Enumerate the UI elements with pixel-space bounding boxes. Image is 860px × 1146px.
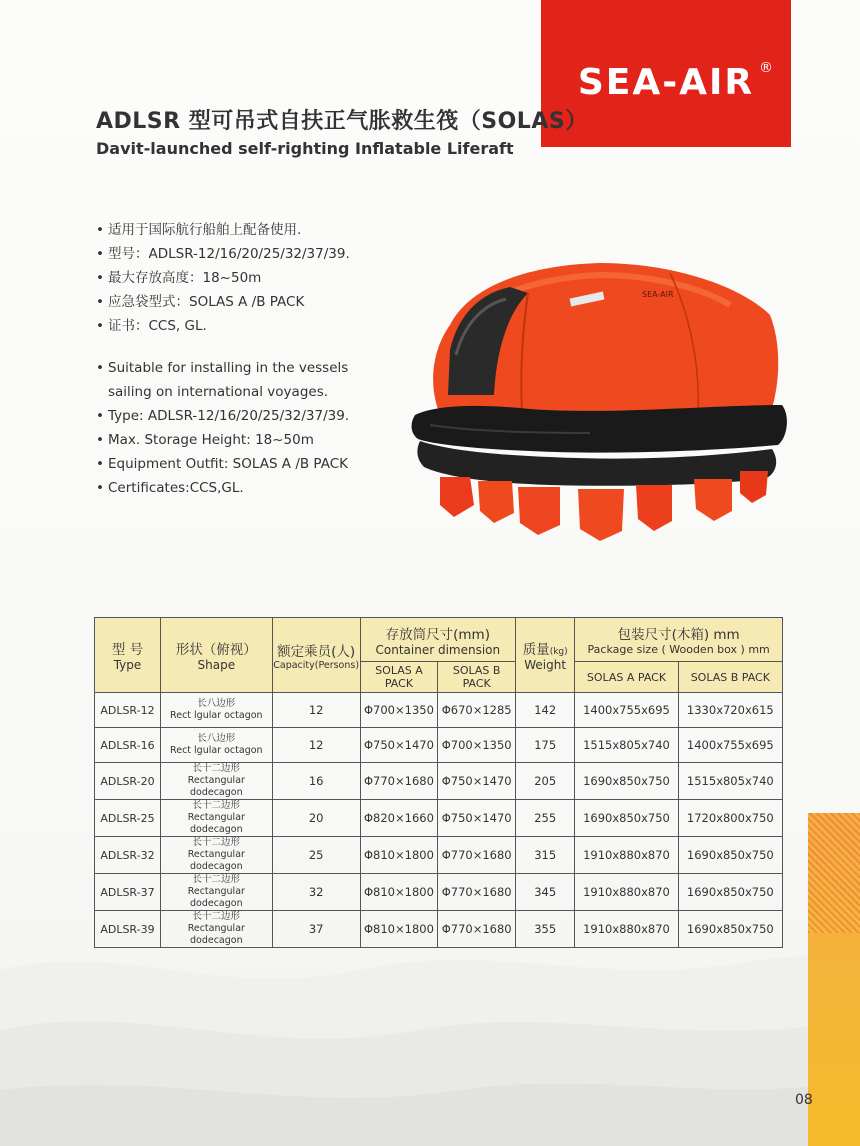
brand-name: SEA-AIR xyxy=(577,62,755,103)
cell-package-a: 1515x805x740 xyxy=(575,728,678,763)
feature-text: 最大存放高度：18~50m xyxy=(108,270,262,286)
cell-weight: 142 xyxy=(516,693,575,728)
decorative-texture xyxy=(808,813,860,933)
cell-container-a: Φ700×1350 xyxy=(360,693,438,728)
cell-container-a: Φ770×1680 xyxy=(360,763,438,800)
table-row xyxy=(95,728,783,763)
feature-item-continued xyxy=(96,380,349,404)
header-shape: 形状（俯视） Shape xyxy=(160,618,272,693)
feature-item xyxy=(96,452,349,476)
features-list-cn xyxy=(96,218,350,338)
cell-shape: 长十二边形 Rectangular dodecagon xyxy=(160,763,272,800)
feature-text: Certificates:CCS,GL. xyxy=(108,480,244,496)
cell-package-b: 1690x850x750 xyxy=(678,874,782,911)
cell-container-b: Φ770×1680 xyxy=(438,874,516,911)
bullet-icon: • xyxy=(96,432,104,448)
cell-container-a: Φ820×1660 xyxy=(360,800,438,837)
feature-item xyxy=(96,242,350,266)
cell-container-a: Φ810×1800 xyxy=(360,911,438,948)
cell-package-b: 1690x850x750 xyxy=(678,911,782,948)
cell-package-a: 1690x850x750 xyxy=(575,800,678,837)
raft-label: SEA-AIR xyxy=(642,290,674,299)
cell-package-b: 1515x805x740 xyxy=(678,763,782,800)
table-row xyxy=(95,874,783,911)
bullet-icon: • xyxy=(96,222,104,238)
cell-capacity: 37 xyxy=(272,911,360,948)
bullet-icon: • xyxy=(96,360,104,376)
feature-text: 应急袋型式：SOLAS A /B PACK xyxy=(108,294,305,310)
feature-text: 型号：ADLSR-12/16/20/25/32/37/39. xyxy=(108,246,350,262)
cell-capacity: 12 xyxy=(272,693,360,728)
cell-package-b: 1330x720x615 xyxy=(678,693,782,728)
feature-item xyxy=(96,404,349,428)
table-row xyxy=(95,693,783,728)
bullet-icon: • xyxy=(96,480,104,496)
cell-package-a: 1910x880x870 xyxy=(575,837,678,874)
bullet-icon: • xyxy=(96,318,104,334)
cell-weight: 255 xyxy=(516,800,575,837)
cell-container-b: Φ770×1680 xyxy=(438,837,516,874)
header-container-solas-b: SOLAS B PACK xyxy=(438,662,516,693)
cell-shape: 长八边形 Rect lgular octagon xyxy=(160,693,272,728)
bullet-icon: • xyxy=(96,294,104,310)
cell-capacity: 16 xyxy=(272,763,360,800)
cell-shape: 长八边形 Rect lgular octagon xyxy=(160,728,272,763)
cell-model: ADLSR-16 xyxy=(95,728,161,763)
cell-container-b: Φ750×1470 xyxy=(438,763,516,800)
cell-package-a: 1910x880x870 xyxy=(575,911,678,948)
header-package-solas-b: SOLAS B PACK xyxy=(678,662,782,693)
cell-package-a: 1910x880x870 xyxy=(575,874,678,911)
feature-text: Max. Storage Height: 18~50m xyxy=(108,432,314,448)
cell-weight: 315 xyxy=(516,837,575,874)
cell-package-a: 1400x755x695 xyxy=(575,693,678,728)
cell-package-b: 1690x850x750 xyxy=(678,837,782,874)
bullet-icon: • xyxy=(96,408,104,424)
cell-container-b: Φ700×1350 xyxy=(438,728,516,763)
cell-capacity: 20 xyxy=(272,800,360,837)
cell-model: ADLSR-12 xyxy=(95,693,161,728)
header-weight: 质量(kg) Weight xyxy=(516,618,575,693)
feature-text: 适用于国际航行船舶上配备使用. xyxy=(108,222,302,238)
cell-container-a: Φ810×1800 xyxy=(360,837,438,874)
liferaft-image xyxy=(410,255,790,545)
cell-weight: 175 xyxy=(516,728,575,763)
cell-shape: 长十二边形 Rectangular dodecagon xyxy=(160,911,272,948)
table-row xyxy=(95,837,783,874)
feature-text: Suitable for installing in the vessels xyxy=(108,360,349,376)
cell-shape: 长十二边形 Rectangular dodecagon xyxy=(160,800,272,837)
feature-text: sailing on international voyages. xyxy=(108,384,329,400)
cell-package-b: 1400x755x695 xyxy=(678,728,782,763)
bullet-icon: • xyxy=(96,246,104,262)
table-row xyxy=(95,800,783,837)
table-row xyxy=(95,911,783,948)
feature-item xyxy=(96,476,349,500)
cell-model: ADLSR-39 xyxy=(95,911,161,948)
cell-capacity: 12 xyxy=(272,728,360,763)
feature-item xyxy=(96,290,350,314)
cell-shape: 长十二边形 Rectangular dodecagon xyxy=(160,874,272,911)
header-package-solas-a: SOLAS A PACK xyxy=(575,662,678,693)
cell-capacity: 25 xyxy=(272,837,360,874)
header-capacity: 额定乘员(人) Capacity(Persons) xyxy=(272,618,360,693)
bullet-icon: • xyxy=(96,456,104,472)
cell-container-b: Φ770×1680 xyxy=(438,911,516,948)
cell-weight: 205 xyxy=(516,763,575,800)
cell-package-b: 1720x800x750 xyxy=(678,800,782,837)
cell-model: ADLSR-32 xyxy=(95,837,161,874)
header-container-solas-a: SOLAS A PACK xyxy=(360,662,438,693)
table-row xyxy=(95,763,783,800)
feature-text: Type: ADLSR-12/16/20/25/32/37/39. xyxy=(108,408,350,424)
page-title-en: Davit-launched self-righting Inflatable Liferaft xyxy=(96,139,514,158)
cell-container-b: Φ750×1470 xyxy=(438,800,516,837)
cell-shape: 长十二边形 Rectangular dodecagon xyxy=(160,837,272,874)
cell-weight: 345 xyxy=(516,874,575,911)
cell-capacity: 32 xyxy=(272,874,360,911)
cell-weight: 355 xyxy=(516,911,575,948)
cell-container-a: Φ810×1800 xyxy=(360,874,438,911)
feature-text: 证书：CCS, GL. xyxy=(108,318,207,334)
bullet-icon: • xyxy=(96,270,104,286)
cell-container-b: Φ670×1285 xyxy=(438,693,516,728)
specification-table xyxy=(94,617,783,948)
feature-item xyxy=(96,314,350,338)
feature-item xyxy=(96,428,349,452)
page-title-cn: ADLSR 型可吊式自扶正气胀救生筏（SOLAS） xyxy=(96,109,588,134)
feature-item xyxy=(96,218,350,242)
header-package: 包装尺寸(木箱) mm Package size ( Wooden box ) mm xyxy=(575,618,783,662)
header-container: 存放筒尺寸(mm) Container dimension xyxy=(360,618,515,662)
feature-text: Equipment Outfit: SOLAS A /B PACK xyxy=(108,456,348,472)
cell-container-a: Φ750×1470 xyxy=(360,728,438,763)
page-number: 08 xyxy=(795,1092,813,1108)
cell-model: ADLSR-37 xyxy=(95,874,161,911)
cell-model: ADLSR-25 xyxy=(95,800,161,837)
feature-item xyxy=(96,266,350,290)
wave-decoration xyxy=(0,930,860,1146)
registered-mark: ® xyxy=(759,60,773,76)
cell-package-a: 1690x850x750 xyxy=(575,763,678,800)
cell-model: ADLSR-20 xyxy=(95,763,161,800)
feature-item xyxy=(96,356,349,380)
features-list-en xyxy=(96,356,349,500)
header-type: 型 号 Type xyxy=(95,618,161,693)
